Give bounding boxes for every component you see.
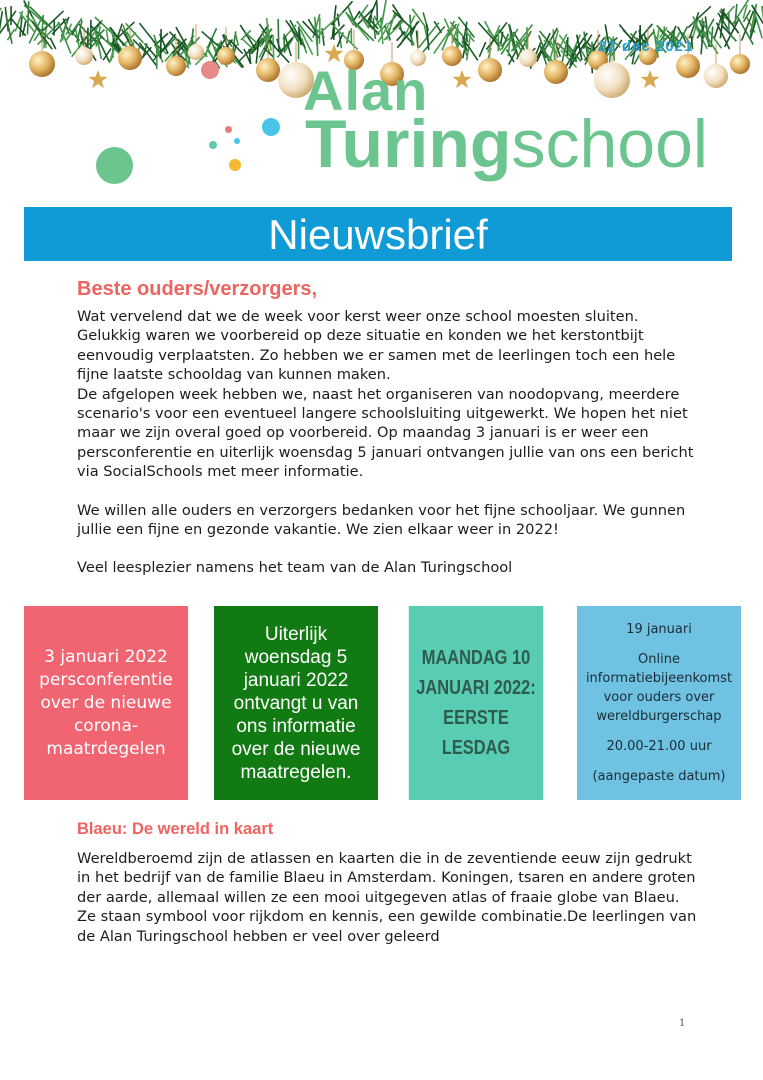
paragraph-scenarios: De afgelopen week hebben we, naast het organiseren van noodopvang, meerdere scenario's voor een eventueel langere schoolsluiting uitgewerkt. We hopen het niet maar we zijn overal goed op voorbereid. Op maandag 3 januari is er weer een persconferentie en uiterlijk woensdag 5 januari ontvangen jullie van ons een bericht via SocialSchools met meer informatie. <box>77 385 694 481</box>
pine-needle <box>0 11 2 31</box>
paragraph-thanks: We willen alle ouders en verzorgers bedanken voor het fijne schooljaar. We gunnen jullie een fijne en gezonde vakantie. We zien elkaar weer in 2022! <box>77 501 686 539</box>
box-information-date: Uiterlijk woensdag 5 januari 2022 ontvangt u van ons informatie over de nieuwe maatregelen. <box>214 606 378 800</box>
pine-needle <box>235 33 238 46</box>
ornament-ball <box>544 60 568 84</box>
logo-text-turing: Turing <box>305 106 512 182</box>
logo-dot-lightblue <box>234 138 240 144</box>
newsletter-banner: Nieuwsbrief <box>24 207 732 261</box>
meeting-time: 20.00-21.00 uur <box>606 739 712 754</box>
pine-needle <box>509 50 517 65</box>
ornament-ball <box>256 58 280 82</box>
box-first-school-day: MAANDAG 10 JANUARI 2022: EERSTE LESDAG <box>409 606 543 800</box>
section-heading: Blaeu: De wereld in kaart <box>77 820 274 838</box>
ornament-ball <box>676 54 700 78</box>
box-press-conference: 3 januari 2022 persconferentie over de nieuwe corona-maatrdegelen <box>24 606 188 800</box>
signoff: Veel leesplezier namens het team van de Alan Turingschool <box>77 559 513 577</box>
pine-needle <box>688 6 711 27</box>
logo-text-turingschool <box>305 108 708 180</box>
pine-needle <box>567 37 568 56</box>
logo-dot-teal <box>209 141 217 149</box>
ornament-ball <box>730 54 750 74</box>
ornament-ball <box>594 62 630 98</box>
ornament-ball <box>29 51 55 77</box>
logo-dot-green <box>96 147 133 184</box>
pine-needle <box>479 42 485 57</box>
announcement-boxes <box>24 606 744 800</box>
pine-needle <box>161 29 162 58</box>
pine-needle <box>373 18 375 39</box>
star-ornament <box>641 70 660 88</box>
blaeu-section <box>77 820 697 946</box>
star-ornament <box>89 70 108 88</box>
ornament-ball <box>442 46 462 66</box>
ornament-ball <box>166 56 186 76</box>
ornament-ball <box>75 47 93 65</box>
paragraph-closure: Wat vervelend dat we de week voor kerst weer onze school moesten sluiten. Gelukkig waren we voorbereid op deze situatie en konden we het kerstontbijt eenvoudig verplaatsten. Zo hebben we er samen met de leerlingen toch een hele fijne laatste schooldag van kunnen maken. <box>77 308 676 384</box>
pine-needle <box>317 29 318 56</box>
meeting-note: (aangepaste datum) <box>592 769 726 784</box>
newsletter-date: 22 dec 2021 <box>598 38 694 55</box>
ornament-ball <box>188 44 204 60</box>
page-number: 1 <box>679 1018 686 1029</box>
logo-text-alan: Alan <box>303 59 429 122</box>
star-ornament <box>453 70 472 88</box>
ornament-ball <box>118 46 142 70</box>
box-online-meeting <box>577 606 741 800</box>
logo-dot-blue <box>262 118 280 136</box>
greeting-heading: Beste ouders/verzorgers, <box>77 278 318 300</box>
section-body: Wereldberoemd zijn de atlassen en kaarten die in de zeventiende eeuw zijn gedrukt in het bedrijf van de familie Blaeu in Amsterdam. Koningen, tsaren en andere groten der aarde, allemaal willen ze een mooi uitgegeven atlas of fraaie globe van Blaeu. Ze staan symbool voor rijkdom en kennis, een gewilde combinatie.De leerlingen van de Alan Turingschool hebben er veel over geleerd <box>77 850 697 945</box>
ornament-ball <box>217 47 235 65</box>
meeting-date: 19 januari <box>626 622 692 637</box>
ornament-ball <box>519 49 537 67</box>
ornament-ball <box>704 64 728 88</box>
logo-dot-pink <box>225 126 232 133</box>
pine-needle <box>242 39 253 49</box>
ornament-ball <box>478 58 502 82</box>
letter-content <box>77 278 697 578</box>
logo-text-school: school <box>511 106 709 182</box>
meeting-description: Online informatiebijeenkomst voor ouders over wereldburgerschap <box>585 652 733 724</box>
logo-dot-yellow <box>229 159 241 171</box>
ornament-ball <box>201 61 219 79</box>
